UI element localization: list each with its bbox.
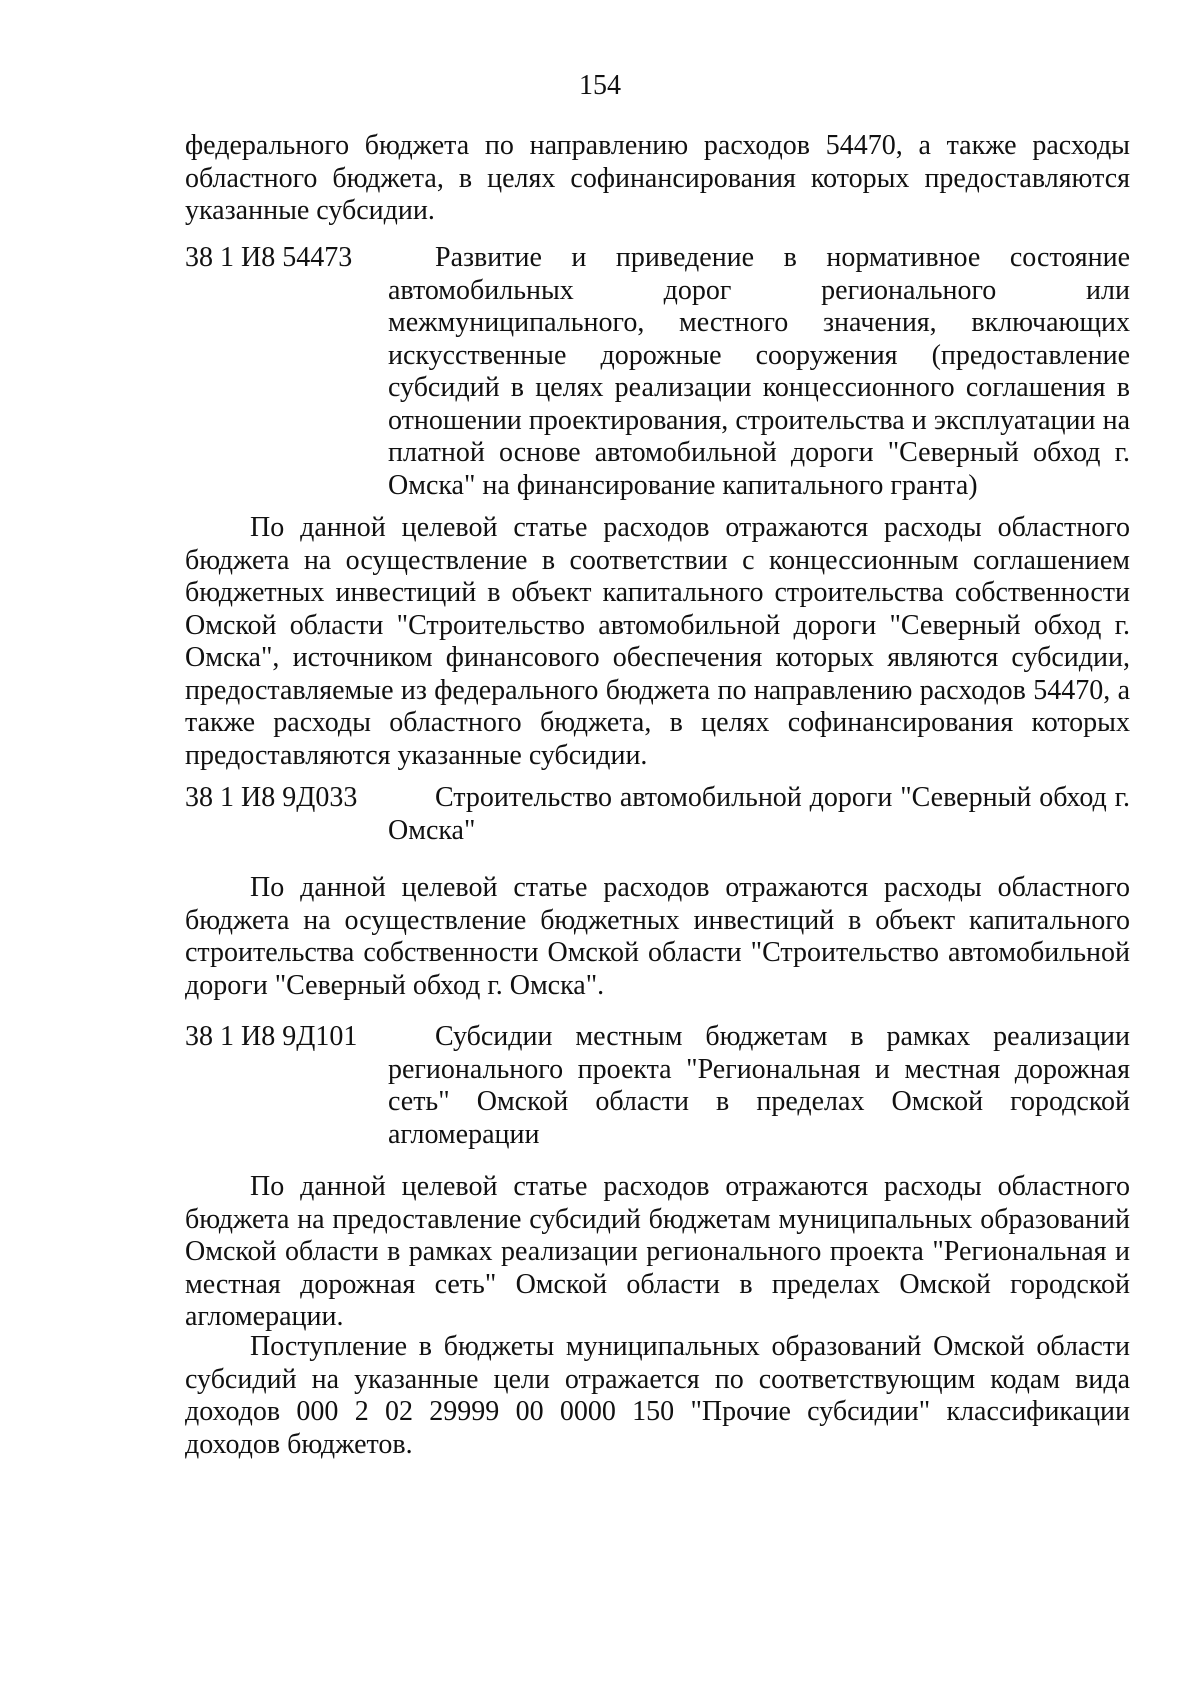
budget-entry: [185, 1021, 1130, 1151]
entry-paragraph: По данной целевой статье расходов отражаются расходы областного бюджета на предоставление субсидий бюджетам муниципальных образований Омской области в рамках реализации регионального проекта "Региональная и местная дорожная сеть" Омской области в пределах Омской городской агломерации.: [185, 1171, 1130, 1332]
budget-entry: [185, 782, 1130, 847]
entry-code: 38 1 И8 54473: [185, 242, 353, 273]
entry-title: Развитие и приведение в нормативное состояние автомобильных дорог регионального или межмуниципального, местного значения, включающих искусственные дорожные сооружения (предоставление субсидий в целях реализации концессионного соглашения в отношении проектирования, строительства и эксплуатации на платной основе автомобильной дороги "Северный обход г. Омска" на финансирование капитального гранта): [388, 242, 1130, 501]
entry-code: 38 1 И8 9Д101: [185, 1021, 358, 1052]
entry-title: Строительство автомобильной дороги "Северный обход г. Омска": [388, 782, 1130, 846]
page-number: 154: [579, 70, 621, 101]
entry-paragraph: По данной целевой статье расходов отражаются расходы областного бюджета на осуществление бюджетных инвестиций в объект капитального строительства собственности Омской области "Строительство автомобильной дороги "Северный обход г. Омска".: [185, 872, 1130, 1001]
entry-title: Субсидии местным бюджетам в рамках реализации регионального проекта "Региональная и местная дорожная сеть" Омской области в пределах Омской городской агломерации: [388, 1021, 1130, 1150]
intro-paragraph: федерального бюджета по направлению расходов 54470, а также расходы областного бюджета, в целях софинансирования которых предоставляются указанные субсидии.: [185, 130, 1130, 226]
entry-code: 38 1 И8 9Д033: [185, 782, 358, 813]
entry-paragraph: Поступление в бюджеты муниципальных образований Омской области субсидий на указанные цели отражается по соответствующим кодам вида доходов 000 2 02 29999 00 0000 150 "Прочие субсидии" классификации доходов бюджетов.: [185, 1331, 1130, 1460]
entry-paragraph: По данной целевой статье расходов отражаются расходы областного бюджета на осуществление в соответствии с концессионным соглашением бюджетных инвестиций в объект капитального строительства собственности Омской области "Строительство автомобильной дороги "Северный обход г. Омска", источником финансового обеспечения которых являются субсидии, предоставляемые из федерального бюджета по направлению расходов 54470, а также расходы областного бюджета, в целях софинансирования которых предоставляются указанные субсидии.: [185, 512, 1130, 771]
budget-entry: [185, 242, 1130, 502]
